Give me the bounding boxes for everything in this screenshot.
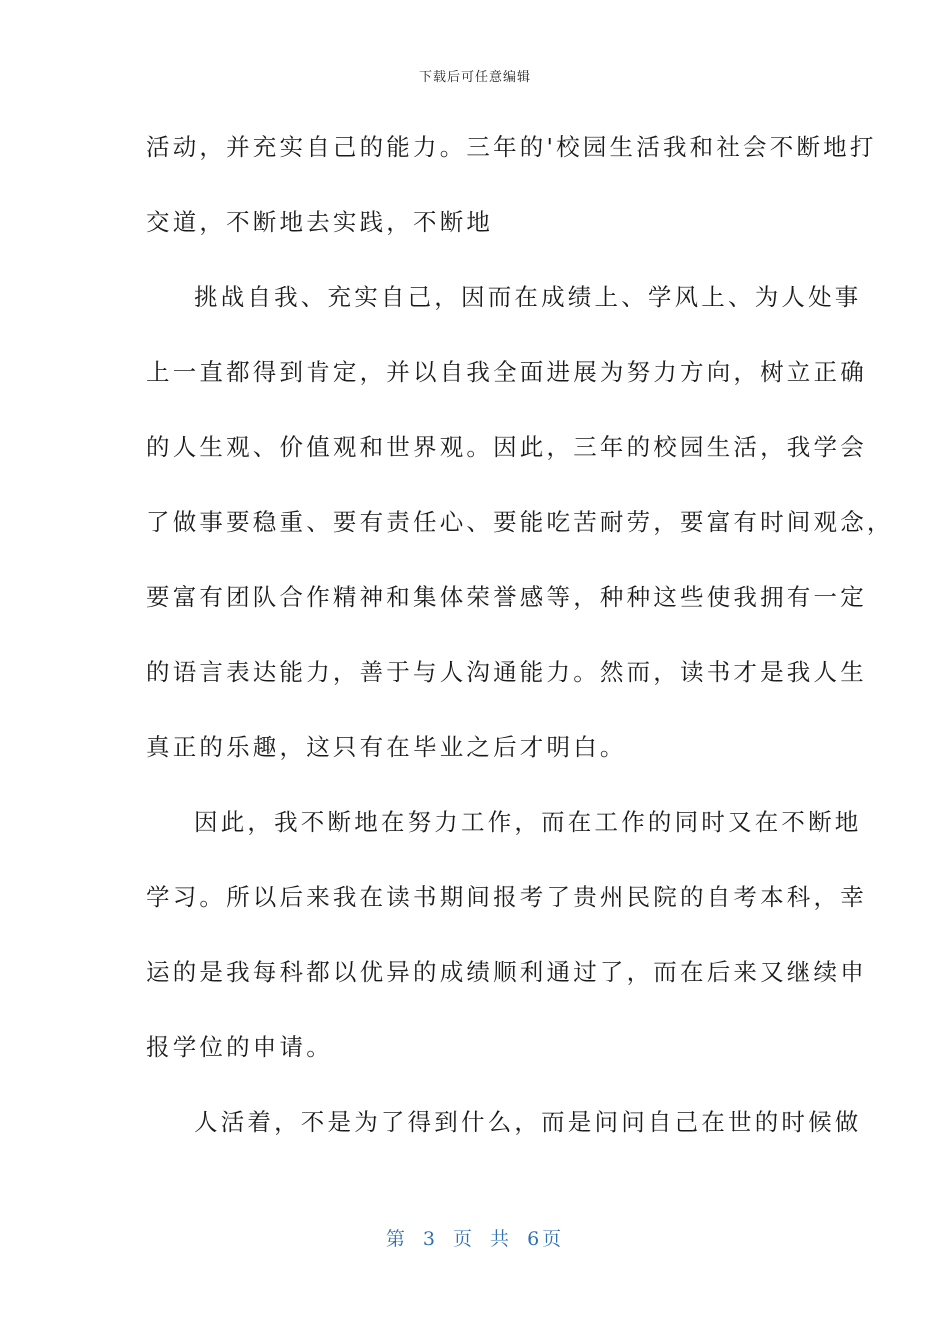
paragraph-line: 活动，并充实自己的能力。三年的'校园生活我和社会不断地打 [146, 133, 877, 161]
paragraph-line: 运的是我每科都以优异的成绩顺利通过了，而在后来又继续申 [146, 958, 867, 986]
paragraph-line: 上一直都得到肯定，并以自我全面进展为努力方向，树立正确 [146, 358, 867, 386]
paragraph-line: 了做事要稳重、要有责任心、要能吃苦耐劳，要富有时间观念， [146, 508, 894, 536]
paragraph-line: 真正的乐趣，这只有在毕业之后才明白。 [146, 733, 627, 761]
paragraph-line: 挑战自我、充实自己，因而在成绩上、学风上、为人处事 [194, 283, 862, 311]
paragraph-line: 的人生观、价值观和世界观。因此，三年的校园生活，我学会 [146, 433, 867, 461]
paragraph-line: 因此，我不断地在努力工作，而在工作的同时又在不断地 [194, 808, 862, 836]
paragraph-line: 学习。所以后来我在读书期间报考了贵州民院的自考本科，幸 [146, 883, 867, 911]
page-number-footer: 第 3 页 共 6页 [385, 1228, 565, 1250]
paragraph-line: 要富有团队合作精神和集体荣誉感等，种种这些使我拥有一定 [146, 583, 867, 611]
paragraph-line: 人活着，不是为了得到什么，而是问问自己在世的时候做 [194, 1108, 862, 1136]
paragraph-line: 交道，不断地去实践，不断地 [146, 208, 494, 236]
document-body [146, 122, 894, 1172]
paragraph-line: 报学位的申请。 [146, 1033, 333, 1061]
page-header: 下载后可任意编辑 [418, 70, 531, 85]
paragraph-line: 的语言表达能力，善于与人沟通能力。然而，读书才是我人生 [146, 658, 867, 686]
